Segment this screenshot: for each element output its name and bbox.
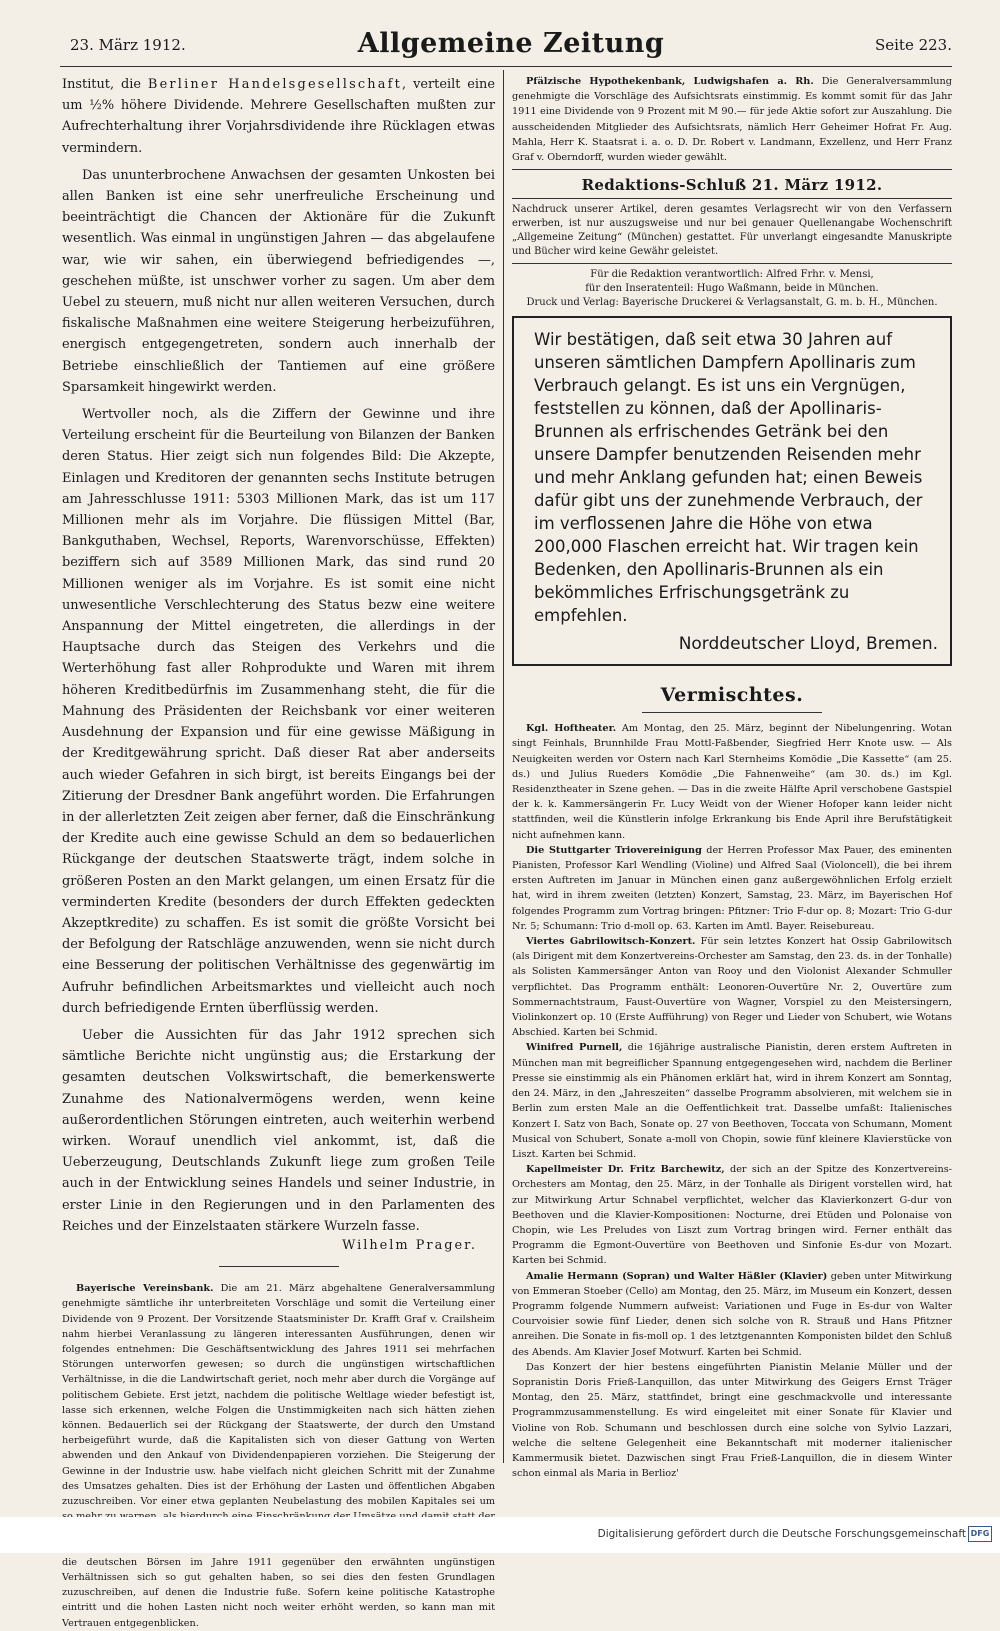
- item-title: Amalie Hermann (Sopran) und Walter Häßler (Klavier): [526, 1270, 828, 1282]
- item-title: Kapellmeister Dr. Fritz Barchewitz,: [526, 1164, 725, 1176]
- ad-text: Wir bestätigen, daß seit etwa 30 Jahren auf unseren sämtlichen Dampfern Apollinaris zum Verbrauch gelangt. Es ist uns ein Vergnügen, feststellen zu können, daß der Apollinaris-Brunnen als erfrischendes Getränk bei den unsere Dampfer benutzenden Reisenden mehr und mehr Anklang gefunden hat; einen Beweis dafür gibt uns der zunehmende Verbrauch, der im verflossenen Jahre die Höhe von etwa 200,000 Flaschen erreicht hat. Wir tragen kein Bedenken, den Apollinaris-Brunnen als ein bekömmliches Erfrischungsgetränk zu empfehlen.: [534, 330, 923, 626]
- imprint: Für die Redaktion verantwortlich: Alfred Frhr. v. Mensi, für den Inseratenteil: Hugo Waßmann, beide in München. Druck und Verlag: Bayerische Druckerei & Verlagsanstalt, G. m. b. H., München.: [526, 269, 938, 309]
- rule: [512, 198, 952, 199]
- item-text: der sich an der Spitze des Konzertvereins-Orchesters am Montag, den 25. März, in der Tonhalle als Dirigent vorstellen wird, hat zur Mitwirkung Artur Schnabel verpflichtet, welcher das Klavierkonzert G-dur von Beethoven und die Klavier-Kompositionen: Nocturne, drei Etüden und Polonaise von Chopin, wie Les Preludes von Liszt zum Vortrag bringen wird. Ferner enthält das Programm die Egmont-Ouvertüre von Beethoven und Sinfonie Es-dur von Mozart. Karten bei Schmid.: [512, 1164, 952, 1267]
- list-item: [512, 934, 952, 1040]
- section-heading: Vermischtes.: [660, 684, 804, 707]
- separator: [219, 1266, 339, 1267]
- article-prager: [62, 74, 495, 1256]
- ad-signature: Norddeutscher Lloyd, Bremen.: [678, 634, 938, 655]
- column-divider: [503, 70, 504, 1463]
- header-rule: [60, 66, 952, 67]
- item-text: Das Konzert der hier bestens eingeführten Pianistin Melanie Müller und der Sopranistin Doris Frieß-Lanquillon, das unter Mitwirkung des Geigers Ernst Träger Montag, den 25. März, stattfindet, bringt eine geschmackvolle und interessante Programmzusammenstellung. Es wird eingeleitet mit einer Sonate für Klavier und Violine von Rob. Schumann und beschlossen durch eine solche von Sylvio Lazzari, welche die seltene Gelegenheit eine Bekanntschaft mit moderner italienischer Kammermusik bietet. Dazwischen singt Frau Frieß-Lanquillon, die in diesem Winter schon einmal als Maria in Berlioz': [512, 1361, 952, 1480]
- paragraph: Ueber die Aussichten für das Jahr 1912 sprechen sich sämtliche Berichte nicht ungünstig aus; die Erstarkung der gesamten deutschen Volkswirtschaft, die bemerkenswerte Zunahme des Nationalvermögens werden, wenn keine außerordentlichen Störungen eintreten, auch weiterhin werbend wirken. Worauf unendlich viel ankommt, ist, daß die Ueberzeugung, Deutschlands Zukunft liege zum großen Teile auch in der Entwicklung seines Handels und seiner Industrie, in erster Linie in den Regierungen und in den Parlamenten des Reiches und der Einzelstaaten stärkere Wurzeln fasse.: [62, 1027, 495, 1234]
- list-item: [512, 1040, 952, 1162]
- item-title: Kgl. Hoftheater.: [526, 723, 617, 735]
- item-title: Die Stuttgarter Triovereinigung: [526, 844, 702, 856]
- article-pfalz: [512, 74, 952, 165]
- list-item: [512, 1162, 952, 1268]
- paragraph: Bayerische Vereinsbank. Die am 21. März abgehaltene Generalversammlung genehmigte sämtliche ihr unterbreiteten Vorschläge und somit die Verteilung einer Dividende von 9 Prozent. Der Vorsitzende Staatsminister Dr. Krafft Graf v. Crailsheim nahm hierbei Veranlassung zu längeren interessanten Ausführungen, denen wir folgendes entnehmen: Die Geschäftsentwicklung des Jahres 1911 sei mehrfachen Störungen unterworfen gewesen; so durch die ungünstigen wirtschaftlichen Verhältnisse, in die die Landwirtschaft geriet, noch mehr aber durch die Vorgänge auf politischem Gebiete. Erst jetzt, nachdem die politische Weltlage wieder befestigt ist, lasse sich erkennen, welche Folgen die Unstimmigkeiten nach sich hätten ziehen können. Bedauerlich sei der Rückgang der Staatswerte, der durch den Umstand herbeigeführt wurde, daß die Kapitalisten sich von dieser Gattung von Werten abwenden und den Ankauf von Dividendenpapieren vorziehen. Die Steigerung der Gewinne in der Industrie usw. habe vielfach nicht gleichen Schritt mit der Zunahme des Umsatzes gehalten. Dies ist der Erhöhung der Lasten und öffentlichen Abgaben zuzuschreiben. Vor einer etwa geplanten Neubelastung des mobilen Kapitales sei um die deutschen Börsen im Jahre 1911 gegenüber den erwähnten ungünstigen Verhältnissen sich so gut gehalten haben, so sei dies den festen Grundlagen zuzuschreiben, auf denen die Industrie fuße. Sofern keine politische Katastrophe eintritt und die hohen Lasten nicht noch weiter erhöht werden, so kann man mit Vertrauen entgegenblicken.: [62, 1283, 495, 1629]
- right-column: [512, 74, 952, 1480]
- item-title: Viertes Gabrilowitsch-Konzert.: [526, 936, 696, 948]
- list-item: [512, 843, 952, 934]
- left-column: [62, 74, 495, 1629]
- list-item: [512, 1269, 952, 1360]
- vermischtes-list: [512, 721, 952, 1481]
- item-text: der Herren Professor Max Pauer, des eminenten Pianisten, Professor Karl Wendling (Violine) und Alfred Saal (Violoncell), die bei ihrem ersten Auftreten im Januar in München einen ganz außergewöhnlichen Erfolg erzielt hat, wird in ihrem zweiten (letzten) Konzert, Samstag, 23. März, im Bayerischen Hof folgendes Programm zum Vortrag bringen: Pfitzner: Trio F-dur op. 8; Mozart: Trio G-dur Nr. 5; Schumann: Trio d-moll op. 63. Karten im Amtl. Bayer. Reisebureau.: [512, 844, 952, 932]
- item-text: geben unter Mitwirkung von Emmeran Stoeber (Cello) am Montag, den 25. März, im Museum ein Konzert, dessen Programm folgende Nummern aufweist: Variationen und Fuge in Es-dur von Walter Courvoisier sowie fünf Lieder, denen sich solche von R. Strauß und Hans Pfitzner anreihen. Die Sonate in fis-moll op. 1 des letztgenannten Komponisten bildet den Schluß des Abends. Am Klavier Josef Motwurf. Karten bei Schmid.: [512, 1270, 952, 1358]
- article-vereinsbank: [62, 1281, 495, 1631]
- masthead: Allgemeine Zeitung: [357, 28, 665, 59]
- footer-credit: Digitalisierung gefördert durch die Deutsche Forschungsgemeinschaft: [597, 1528, 966, 1540]
- paragraph: Das ununterbrochene Anwachsen der gesamten Unkosten bei allen Banken ist eine sehr unerfreuliche Erscheinung und beeinträchtigt die Chancen der Aktionäre für die Zukunft wesentlich. Was einmal in ungünstigen Jahren — das abgelaufene war, wie wir sahen, ein überwiegend befriedigendes —, geschehen müßte, ist unschwer vorher zu sagen. Um aber dem Uebel zu steuern, muß nicht nur allen weiteren Versuchen, durch fiskalische Maßnahmen eine weitere Steigerung herbeizuführen, energisch entgegengetreten, sondern auch innerhalb der Betriebe einschließlich der Tantiemen auf eine größere Sparsamkeit hingewirkt werden.: [62, 167, 495, 395]
- copyright-notice: Nachdruck unserer Artikel, deren gesamtes Verlagsrecht wir von den Verfassern erwerben, ist nur auszugsweise und nur bei genauer Quellenangabe Wochenschrift „Allgemeine Zeitung“ (München) gestattet. Für unverlangt eingesandte Manuskripte und Bücher wird keine Gewähr geleistet.: [512, 204, 952, 258]
- separator: [642, 712, 822, 713]
- paragraph: Institut, die Berliner Handelsgesellschaft, verteilt eine um ½% höhere Dividende. Mehrere Gesellschaften mußten zur Aufrechterhaltung ihrer Vorjahrsdividende ihre Rücklagen etwas vermindern.: [62, 77, 495, 156]
- digitization-footer: [0, 1517, 1000, 1553]
- issue-date: 23. März 1912.: [70, 36, 186, 54]
- author-signature: Wilhelm Prager.: [342, 1237, 477, 1253]
- item-text: Für sein letztes Konzert hat Ossip Gabrilowitsch (als Dirigent mit dem Konzertvereins-Orchester am Samstag, den 23. ds. in der Tonhalle) als Solisten Kammersänger Anton van Rooy und den Violonist Alexander Schmuller verpflichtet. Das Programm enthält: Leonoren-Ouvertüre Nr. 2, Ouvertüre zum Sommernachtstraum, Faust-Ouvertüre von Wagner, Vorspiel zu den Meistersingern, Violinkonzert op. 10 (Erste Aufführung) von Reger und Lieder von Schubert, wie Wotans Abschied. Karten bei Schmid.: [512, 936, 952, 1039]
- page-header: [70, 28, 952, 62]
- redaktion-schluss: Redaktions-Schluß 21. März 1912.: [581, 176, 883, 195]
- list-item: [512, 1360, 952, 1482]
- rule: [512, 263, 952, 264]
- page-number: Seite 223.: [874, 36, 952, 54]
- list-item: [512, 721, 952, 843]
- paragraph: Wertvoller noch, als die Ziffern der Gewinne und ihre Verteilung erscheint für die Beurteilung von Bilanzen der Banken deren Status. Hier zeigt sich nun folgendes Bild: Die Akzepte, Einlagen und Kreditoren der genannten sechs Institute betrugen am Jahresschlusse 1911: 5303 Millionen Mark, das ist um 117 Millionen mehr als im Vorjahre. Die flüssigen Mittel (Bar, Bankguthaben, Wechsel, Reports, Warenvorschüsse, Effekten) beziffern sich auf 3589 Millionen Mark, das sind rund 20 Millionen weniger als im Vorjahre. Es ist somit eine nicht unwesentliche Verschlechterung des Status bezw eine weitere Anspannung der Mittel eingetreten, die allerdings in der Hauptsache durch das Steigen des Verkehrs und die Werterhöhung fast aller Rohprodukte und Waren mit ihrem höheren Kreditbedürfnis im Zusammenhang steht, die für die Mahnung des Präsidenten der Reichsbank vor einer weiteren Ausdehnung der Expansion und für eine gewisse Mäßigung in der Kreditgewährung spricht. Daß dieser Rat aber anderseits auch wieder Gefahren in sich birgt, ist bereits Eingangs bei der Zitierung der Dresdner Bank angeführt worden. Die Erfahrungen in der allerletzten Zeit zeigen aber ferner, daß die Einschränkung der Kredite auch eine gewisse Schuld an dem so bedauerlichen Rückgange der deutschen Staatswerte trägt, indem solche in größeren Posten an den Markt gelangen, um einen Ersatz für die verminderten Kredite (besonders der durch Effekten gedeckten Akzeptkredite) zu schaffen. Es ist somit die größte Vorsicht bei der Befolgung der Ratschläge anzuwenden, wenn sie nicht durch eine Besserung der politischen Verhältnisse des gegenwärtig im Aufruhr befindlichen Arbeitsmarktes und vielleicht auch noch durch befriedigende Ernten überflüssig werden.: [62, 407, 495, 1016]
- apollinaris-advertisement: [512, 316, 952, 666]
- item-text: die 16jährige australische Pianistin, deren erstem Auftreten in München man mit begreiflicher Spannung entgegengesehen wird, nachdem die Berliner Presse sie einstimmig als ein Phänomen erklärt hat, wird in ihrem Konzert am Sonntag, den 24. März, in den „Jahreszeiten“ dasselbe Programm absolvieren, mit welchem sie in Berlin zum ersten Male an die Oeffentlichkeit trat. Dasselbe umfaßt: Italienisches Konzert I. Satz von Bach, Sonate op. 27 von Beethoven, Toccata von Schumann, Moment Musical von Schubert, Sonate a-moll von Chopin, sowie fünf kleinere Klavierstücke von Liszt. Karten bei Schmid.: [512, 1042, 952, 1160]
- paragraph: Pfälzische Hypothekenbank, Ludwigshafen a. Rh. Die Generalversammlung genehmigte die Vorschläge des Aufsichtsrats einstimmig. Es kommt somit für das Jahr 1911 eine Dividende von 9 Prozent mit M 90.— für jede Aktie sofort zur Auszahlung. Die ausscheidenden Mitglieder des Aufsichtsrats, nämlich Herr Geheimer Hofrat Fr. Aug. Mahla, Herr K. Staatsrat i. a. o. D. Dr. Robert v. Landmann, Exzellenz, und Herr Franz Graf v. Oberndorff, wurden wieder gewählt.: [512, 76, 952, 164]
- item-text: Am Montag, den 25. März, beginnt der Nibelungenring. Wotan singt Feinhals, Brunnhilde Frau Mottl-Faßbender, Siegfried Herr Knote usw. — Als Neuigkeiten werden vor Ostern nach Karl Sternheims Komödie „Die Kassette“ (am 25. ds.) und Julius Rueders Komödie „Die Fahnenweihe“ (am 30. ds.) im Kgl. Residenztheater in Szene gehen. — Das in die zweite Hälfte April verschobene Gastspiel der k. k. Kammersängerin Fr. Lucy Weidt von der Wiener Hofoper kann leider nicht stattfinden, weil die Künstlerin infolge Erkrankung bis Ende April ihre Berufstätigkeit nicht aufnehmen kann.: [512, 723, 952, 841]
- dfg-logo: DFG: [968, 1526, 992, 1542]
- rule: [512, 169, 952, 170]
- item-title: Winifred Purnell,: [526, 1042, 623, 1054]
